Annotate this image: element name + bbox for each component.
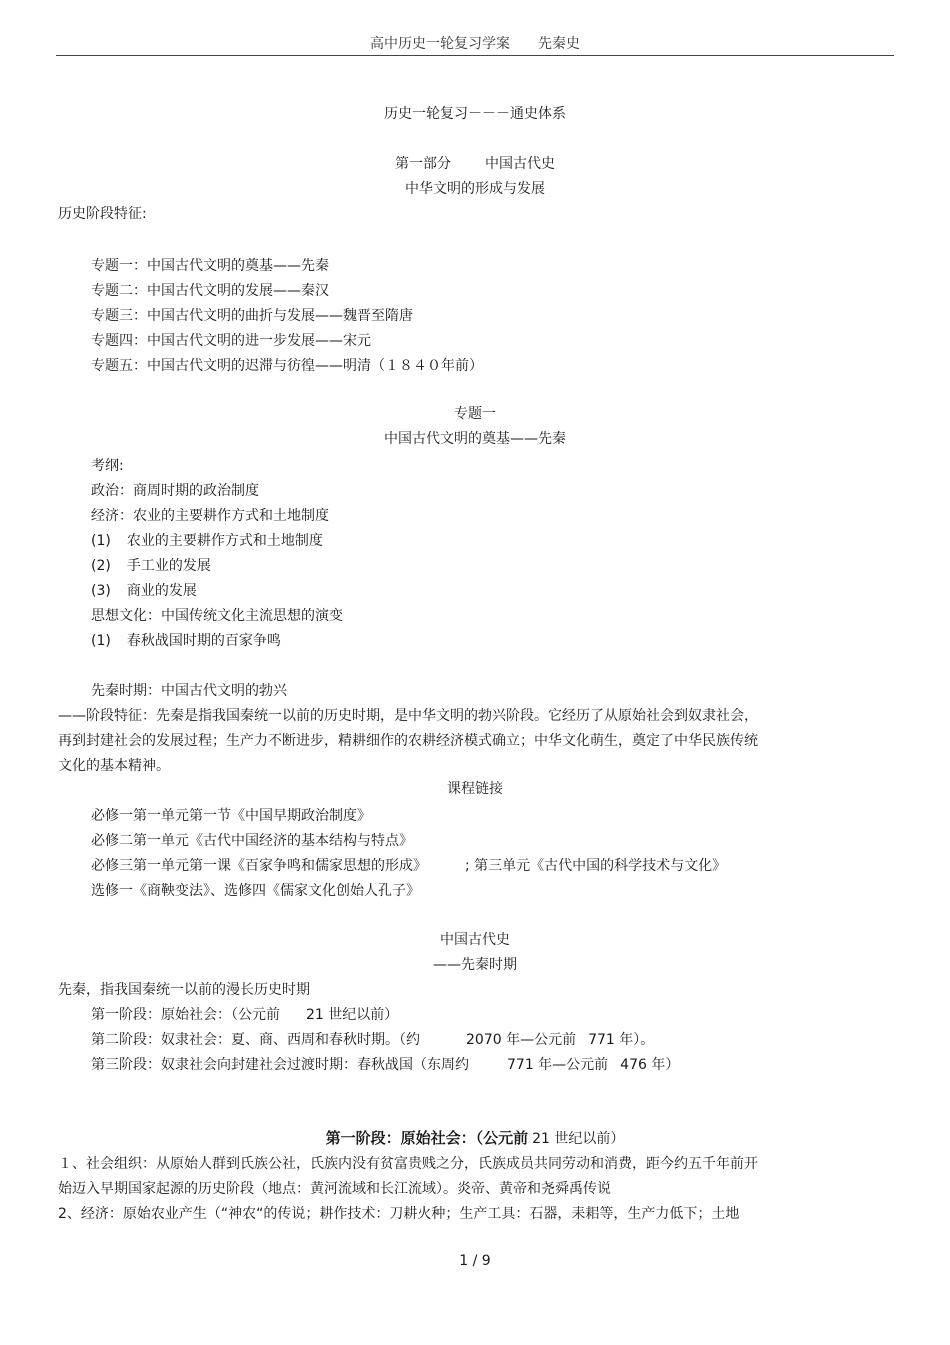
course-link [91, 856, 726, 876]
part-heading [0, 154, 950, 174]
header-right: 先秦史 [538, 36, 580, 52]
outline-label: 考纲: [91, 458, 124, 474]
preqin-paragraph-line: ——阶段特征：先秦是指我国秦统一以前的历史时期，是中华文明的勃兴阶段。它经历了从原始社会到奴隶社会， [58, 708, 758, 724]
topic1-title: 中国古代文明的奠基——先秦 [384, 431, 566, 447]
outline-culture: 思想文化：中国传统文化主流思想的演变 [91, 608, 343, 624]
header-left: 高中历史一轮复习学案 [370, 36, 510, 52]
stage-line [91, 1005, 398, 1025]
course-link-part: ; 第三单元《古代中国的科学技术与文化》 [465, 858, 727, 874]
ancient-subtitle: ——先秦时期 [433, 957, 517, 973]
stage-heading: 历史阶段特征: [58, 206, 147, 222]
page-number: 1 / 9 [459, 1253, 491, 1269]
culture-item [91, 631, 281, 651]
course-links-heading: 课程链接 [447, 781, 503, 797]
item-number: (1) [91, 633, 111, 649]
course-link: 必修二第一单元《古代中国经济的基本结构与特点》 [91, 833, 413, 849]
item-number: (1) [91, 533, 111, 549]
stage-text: 21 世纪以前） [306, 1007, 399, 1023]
item-text: 农业的主要耕作方式和土地制度 [126, 533, 323, 549]
topic-item: 专题四：中国古代文明的进一步发展——宋元 [91, 333, 371, 349]
item-text: 春秋战国时期的百家争鸣 [126, 633, 281, 649]
economy-item [91, 556, 211, 576]
topic-item: 专题五：中国古代文明的迟滞与彷徨——明清（１８４０年前） [91, 358, 483, 374]
section1-heading [0, 1128, 950, 1149]
section1-line: 2、经济：原始农业产生（“神农“的传说；耕作技术：刀耕火种；生产工具：石器，耒耜等，生产力低下；土地 [58, 1206, 740, 1222]
part-name: 中国古代史 [485, 156, 555, 172]
stage-text: 第三阶段：奴隶社会向封建社会过渡时期：春秋战国（东周约 [91, 1057, 469, 1073]
economy-item [91, 581, 197, 601]
item-number: (2) [91, 558, 111, 574]
stage-text: 771 年）。 [588, 1032, 655, 1048]
stage-text: 第一阶段：原始社会：（公元前 [91, 1007, 280, 1023]
topic-item: 专题二：中国古代文明的发展——秦汉 [91, 283, 329, 299]
stage-text: 771 年—公元前 [507, 1057, 609, 1073]
section1-line: １、社会组织：从原始人群到氏族公社，氏族内没有贫富贵贱之分，氏族成员共同劳动和消费，距今约五千年前开 [58, 1156, 758, 1172]
preqin-paragraph-line: 再到封建社会的发展过程；生产力不断进步，精耕细作的农耕经济模式确立；中华文化萌生，奠定了中华民族传统 [58, 733, 758, 749]
stage-text: 2070 年—公元前 [466, 1032, 577, 1048]
course-link: 必修一第一单元第一节《中国早期政治制度》 [91, 808, 371, 824]
ancient-title: 中国古代史 [440, 932, 510, 948]
section1-line: 始迈入早期国家起源的历史阶段（地点：黄河流域和长江流域）。炎帝、黄帝和尧舜禹传说 [58, 1181, 611, 1197]
economy-item [91, 531, 323, 551]
section1-heading-bold: 第一阶段：原始社会：（公元前 [325, 1129, 529, 1147]
stage-line [91, 1030, 654, 1050]
outline-economy: 经济：农业的主要耕作方式和土地制度 [91, 508, 329, 524]
ancient-definition: 先秦，指我国秦统一以前的漫长历史时期 [58, 982, 310, 998]
course-link-part: 必修三第一单元第一课《百家争鸣和儒家思想的形成》 [91, 858, 427, 874]
stage-text: 第二阶段：奴隶社会：夏、商、西周和春秋时期。（约 [91, 1032, 420, 1048]
document-title: 历史一轮复习－－－通史体系 [384, 106, 566, 122]
header-rule [56, 55, 894, 56]
course-link: 选修一《商鞅变法》、选修四《儒家文化创始人孔子》 [91, 883, 420, 899]
outline-politics: 政治：商周时期的政治制度 [91, 483, 259, 499]
part-label: 第一部分 [395, 156, 451, 172]
stage-text: 476 年） [620, 1057, 680, 1073]
section1-heading-rest: 21 世纪以前） [532, 1131, 625, 1147]
topic1-heading: 专题一 [454, 406, 496, 422]
preqin-title: 先秦时期：中国古代文明的勃兴 [91, 683, 287, 699]
item-text: 手工业的发展 [126, 558, 211, 574]
stage-line [91, 1055, 679, 1075]
item-number: (3) [91, 583, 111, 599]
item-text: 商业的发展 [126, 583, 197, 599]
topic-item: 专题三：中国古代文明的曲折与发展——魏晋至隋唐 [91, 308, 413, 324]
preqin-paragraph-line: 文化的基本精神。 [58, 758, 170, 774]
topic-item: 专题一：中国古代文明的奠基——先秦 [91, 258, 329, 274]
page-header [0, 34, 950, 54]
subtitle: 中华文明的形成与发展 [405, 181, 545, 197]
